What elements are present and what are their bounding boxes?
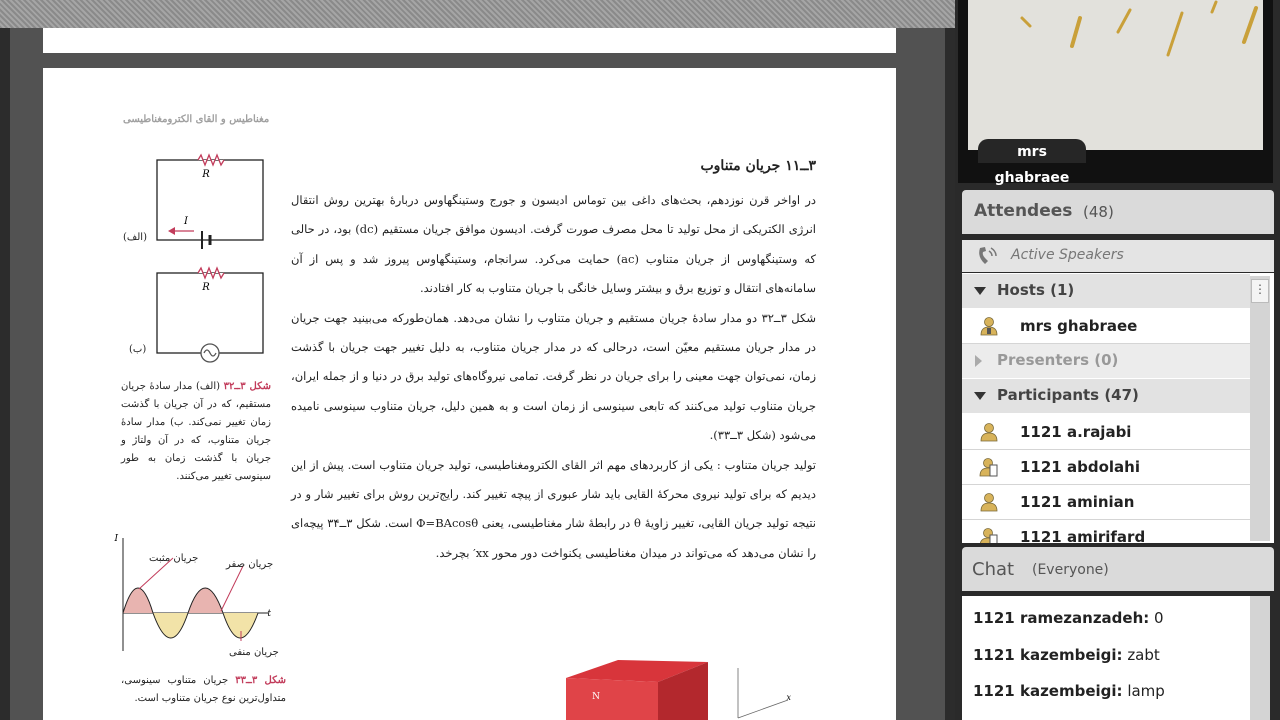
figure-33-caption-number: شکل ۳ــ۳۳: [235, 675, 286, 686]
participant-user-icon: [979, 492, 999, 512]
resistor-a-symbol: [198, 155, 224, 165]
group-participants[interactable]: [962, 379, 1250, 413]
running-head: مغناطیس و القای الکترومغناطیسی: [123, 114, 270, 125]
magnet-front-face: [566, 678, 658, 720]
label-positive-current: جریان مثبت: [149, 553, 199, 564]
figure-33-caption-text: جریان متناوب سینوسی، متداول‌ترین نوع جریان متناوب است.: [121, 675, 286, 704]
active-speakers-row[interactable]: [962, 240, 1274, 272]
share-left-border: [0, 28, 10, 720]
list-item[interactable]: [962, 485, 1250, 520]
figure-32-circuits: [118, 153, 278, 363]
chat-message-text: lamp: [1127, 682, 1165, 700]
pointer-zero: [221, 566, 243, 611]
chat-title: Chat: [972, 559, 1015, 580]
figure-32-caption-number: شکل ۳ــ۳۲: [223, 381, 271, 392]
share-right-border: [945, 28, 955, 720]
attendees-header[interactable]: [962, 190, 1274, 234]
chat-message-text: zabt: [1127, 646, 1160, 664]
magnet-n-label: N: [592, 692, 600, 702]
chat-header[interactable]: [962, 547, 1274, 591]
section-title: ۳ــ۱۱ جریان متناوب: [700, 158, 816, 174]
host-user-icon: [979, 316, 999, 336]
figure-33-caption: [121, 672, 286, 708]
figure-32-caption: [121, 378, 271, 486]
list-item[interactable]: [962, 309, 1250, 344]
label-negative-current: جریان منفی: [229, 647, 279, 658]
previous-page-bottom: [43, 28, 896, 53]
current-label: I: [184, 216, 188, 227]
label-zero-current: جریان صفر: [226, 559, 274, 570]
webcam-image: [968, 0, 1263, 150]
chat-messages: [962, 596, 1250, 720]
list-item[interactable]: [962, 450, 1250, 485]
list-item[interactable]: [962, 415, 1250, 450]
document-page: [43, 68, 896, 720]
group-hosts[interactable]: [962, 274, 1250, 308]
group-presenters-label: Presenters (0): [997, 351, 1119, 369]
chat-message-user: 1121 kazembeigi:: [973, 682, 1123, 700]
group-presenters[interactable]: [962, 344, 1250, 378]
chat-message: [973, 682, 1165, 700]
participant-name: 1121 aminian: [1020, 493, 1135, 511]
participant-name: 1121 amirifard: [1020, 528, 1146, 543]
group-hosts-label: Hosts (1): [997, 281, 1075, 299]
collapse-chevron-icon[interactable]: [975, 355, 982, 367]
scrollbar-thumb[interactable]: ⋮: [1251, 279, 1269, 303]
participant-name: 1121 abdolahi: [1020, 458, 1140, 476]
figure-32-label-b: (ب): [129, 344, 147, 355]
expand-chevron-icon[interactable]: [974, 392, 986, 400]
body-text: [291, 186, 816, 568]
chat-message: [973, 609, 1164, 627]
chat-message-user: 1121 kazembeigi:: [973, 646, 1123, 664]
resistor-b-label: R: [202, 282, 210, 293]
paragraph-3: تولید جریان متناوب : یکی از کاربردهای مهم اثر القای الکترومغناطیسی، تولید جریان متناوب است. پیش از این دیدیم که برای تولید نیروی محرکهٔ القایی باید شار عبوری از پیچه تغییر کند. رایج‌ترین روش برای تغییر شار و در نتیجه تولید جریان القایی، تغییر زاویهٔ θ در رابطهٔ شار مغناطیسی، یعنی Φ=BAcosθ است. شکل ۳ــ۳۴ پیچه‌ای را نشان می‌دهد که می‌تواند در میدان مغناطیسی یکنواخت دور محور xx′ بچرخد.: [291, 457, 817, 560]
attendees-title: Attendees: [974, 201, 1073, 221]
axis-diagonal: [738, 700, 788, 718]
current-arrow-head: [168, 227, 175, 235]
paragraph-2: شکل ۳ــ۳۲ دو مدار سادهٔ جریان مستقیم و جریان متناوب را نشان می‌دهد. همان‌طورکه می‌بینید جهت جریان در مدار جریان مستقیم معیّن است، درحالی که در مدار جریان متناوب، به دلیل تغییر جهت جریان با گذشت زمان، نمی‌توان جهت معینی را برای جریان در نظر گرفت. تمامی نیروگاه‌های تولید برق در دنیا و از جمله ایران، جریان متناوب تولید می‌کنند که تابعی سینوسی از زمان است و به همین دلیل، جریان متناوب سینوسی نامیده می‌شود (شکل ۳ــ۳۳).: [291, 310, 816, 443]
attendee-scrollbar[interactable]: [1250, 276, 1270, 541]
active-speakers-label: Active Speakers: [1011, 247, 1124, 263]
sine-axis-i: I: [114, 534, 118, 544]
speaker-phone-icon: [976, 245, 998, 267]
resistor-b-symbol: [198, 268, 224, 278]
chat-message: [973, 646, 1160, 664]
host-name: mrs ghabraee: [1020, 317, 1138, 335]
figure-33-sine-graph: [113, 533, 293, 658]
webcam-video: [968, 0, 1263, 150]
chat-scrollbar[interactable]: [1250, 596, 1270, 720]
ac-circuit-loop: [157, 273, 263, 353]
paragraph-1: در اواخر قرن نوزدهم، بحث‌های داغی بین توماس ادیسون و جورج وستینگهاوس دربارهٔ بهترین روش انتقال انرژی الکتریکی از محل تولید تا محل مصرف صورت گرفت. ادیسون موافق جریان مستقیم (dc) بود، در حالی که وستینگهاوس از جریان متناوب (ac) حمایت می‌کرد. سرانجام، وستینگهاوس پیروز شد و پس از آن سامانه‌های انتقال و توزیع برق و بیشتر وسایل خانگی با جریان متناوب به کار افتادند.: [291, 193, 816, 296]
figure-34-generator: [558, 648, 808, 720]
figure-32-caption-text: (الف) مدار سادهٔ جریان مستقیم، که در آن جریان با گذشت زمان تغییر نمی‌کند. ب) مدار سادهٔ جریان متناوب، که در آن ولتاژ و جریان با گذشت زمان به طور سینوسی تغییر می‌کنند.: [121, 381, 271, 482]
list-item[interactable]: [962, 520, 1250, 543]
participant-mobile-icon: [979, 527, 999, 543]
chat-message-user: 1121 ramezanzadeh:: [973, 609, 1150, 627]
participant-mobile-icon: [979, 457, 999, 477]
participant-user-icon: [979, 422, 999, 442]
chat-message-text: 0: [1154, 609, 1164, 627]
chat-scope[interactable]: (Everyone): [1032, 562, 1109, 578]
sine-axis-t: t: [267, 609, 271, 619]
figure-32-label-a: (الف): [123, 232, 147, 243]
expand-chevron-icon[interactable]: [974, 287, 986, 295]
participant-name: 1121 a.rajabi: [1020, 423, 1132, 441]
attendee-list: [962, 273, 1274, 543]
share-title-bar: [0, 0, 955, 28]
axis-x-label: x: [786, 693, 791, 702]
group-participants-label: Participants (47): [997, 386, 1139, 404]
dc-circuit-loop: [157, 160, 263, 240]
resistor-a-label: R: [202, 169, 210, 180]
webcam-name-tag: mrs ghabraee: [978, 139, 1086, 163]
attendees-count: (48): [1083, 203, 1114, 221]
